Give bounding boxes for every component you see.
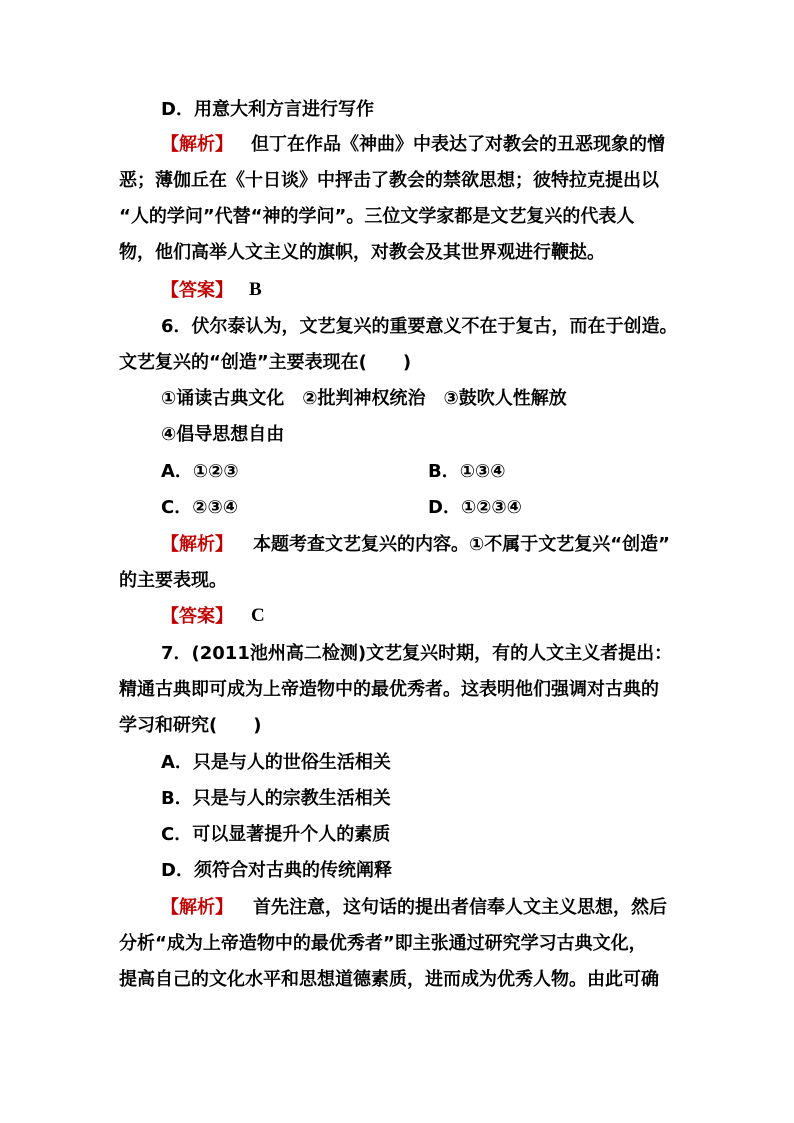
q6-answer-tag: 【答案】: [161, 606, 233, 627]
q7-stem-line: 精通古典即可成为上帝造物中的最优秀者。这表明他们强调对古典的: [119, 679, 659, 700]
q6-items-line: ④倡导思想自由: [161, 424, 285, 445]
q5-analysis-line: 但丁在作品《神曲》中表达了对教会的丑恶现象的憎: [251, 134, 665, 155]
q6-option-b: B．①③④: [428, 461, 506, 482]
q6-analysis-line: 本题考查文艺复兴的内容。①不属于文艺复兴“创造”: [253, 534, 670, 555]
q7-analysis-line: 提高自己的文化水平和思想道德素质，进而成为优秀人物。由此可确: [119, 969, 659, 990]
q7-option-c: C．可以显著提升个人的素质: [161, 824, 391, 845]
q7-option-b: B．只是与人的宗教生活相关: [161, 788, 391, 809]
q6-analysis-line: 的主要表现。: [119, 570, 227, 591]
q7-option-d: D．须符合对古典的传统阐释: [161, 860, 392, 881]
q7-analysis-line: 分析“成为上帝造物中的最优秀者”即主张通过研究学习古典文化，: [119, 933, 647, 954]
q7-option-a: A．只是与人的世俗生活相关: [161, 752, 391, 773]
q7-stem-line: 7．(2011池州高二检测)文艺复兴时期，有的人文主义者提出：: [161, 643, 673, 664]
q5-answer-value: B: [249, 279, 262, 300]
q5-analysis-tag: 【解析】: [161, 134, 233, 155]
q6-answer-value: C: [251, 605, 265, 626]
q6-items-line: ①诵读古典文化 ②批判神权统治 ③鼓吹人性解放: [161, 388, 567, 409]
q7-stem-line: 学习和研究( ): [119, 715, 262, 736]
q7-analysis-tag: 【解析】: [161, 897, 233, 918]
q6-option-a: A．①②③: [161, 461, 239, 482]
q5-option-d: D．用意大利方言进行写作: [161, 99, 374, 120]
q7-analysis-line: 首先注意，这句话的提出者信奉人文主义思想，然后: [253, 897, 667, 918]
q6-option-d: D．①②③④: [428, 497, 522, 518]
q5-analysis-line: 物，他们高举人文主义的旗帜，对教会及其世界观进行鞭挞。: [119, 242, 605, 263]
q5-analysis-line: 恶；薄伽丘在《十日谈》中抨击了教会的禁欲思想；彼特拉克提出以: [119, 170, 659, 191]
q6-analysis-tag: 【解析】: [161, 534, 233, 555]
q6-option-c: C．②③④: [161, 497, 238, 518]
q6-stem-line: 文艺复兴的“创造”主要表现在( ): [119, 352, 412, 373]
q5-answer-tag: 【答案】: [161, 280, 233, 301]
q5-analysis-line: “人的学问”代替“神的学问”。三位文学家都是文艺复兴的代表人: [119, 206, 635, 227]
q6-stem-line: 6．伏尔泰认为，文艺复兴的重要意义不在于复古，而在于创造。: [161, 316, 678, 337]
